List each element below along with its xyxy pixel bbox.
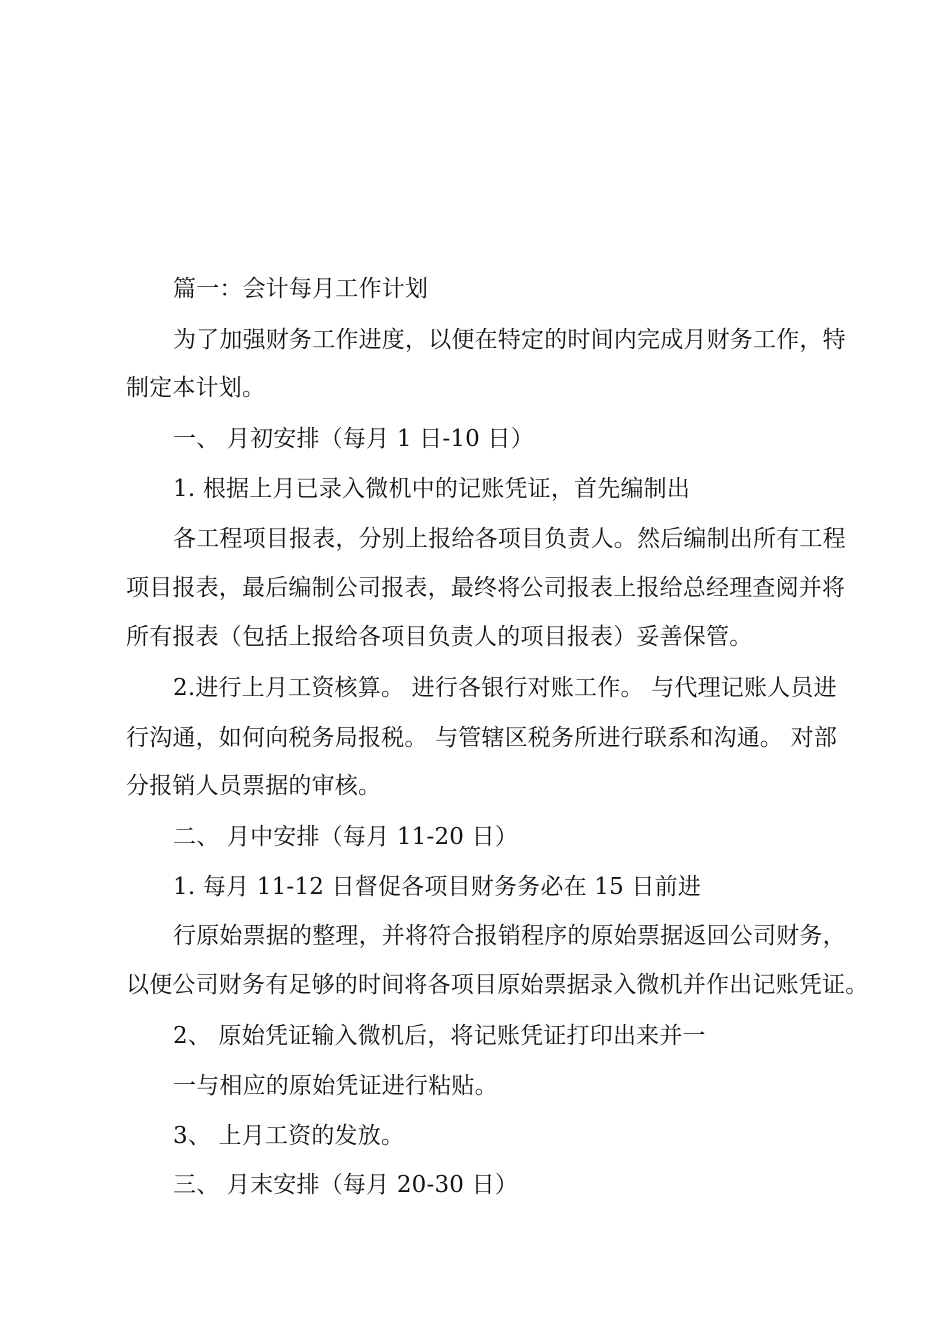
paragraph-line: 行原始票据的整理，并将符合报销程序的原始票据返回公司财务，	[173, 923, 846, 949]
paragraph-line: 行沟通，如何向税务局报税。 与管辖区税务所进行联系和沟通。 对部	[126, 725, 838, 751]
paragraph-line: 为了加强财务工作进度，以便在特定的时间内完成月财务工作，特	[173, 327, 846, 353]
list-item: 1. 根据上月已录入微机中的记账凭证，首先编制出	[173, 476, 691, 502]
paragraph-line: 以便公司财务有足够的时间将各项目原始票据录入微机并作出记账凭证。	[126, 972, 869, 998]
section-heading: 二、 月中安排（每月 11-20 日）	[173, 824, 519, 850]
document-title: 篇一：会计每月工作计划	[173, 276, 429, 302]
list-item: 2、 原始凭证输入微机后，将记账凭证打印出来并一	[173, 1023, 706, 1049]
paragraph-line: 项目报表，最后编制公司报表，最终将公司报表上报给总经理查阅并将	[126, 575, 846, 601]
section-heading: 三、 月末安排（每月 20-30 日）	[173, 1172, 519, 1198]
list-item: 1. 每月 11-12 日督促各项目财务务必在 15 日前进	[173, 874, 702, 900]
paragraph-line: 各工程项目报表，分别上报给各项目负责人。然后编制出所有工程	[173, 526, 846, 552]
list-item: 2.进行上月工资核算。 进行各银行对账工作。 与代理记账人员进	[173, 675, 837, 701]
paragraph-line: 一与相应的原始凭证进行粘贴。	[173, 1073, 498, 1099]
paragraph-line: 所有报表（包括上报给各项目负责人的项目报表）妥善保管。	[126, 624, 753, 650]
section-heading: 一、 月初安排（每月 1 日-10 日）	[173, 426, 534, 452]
paragraph-line: 分报销人员票据的审核。	[126, 773, 382, 799]
list-item: 3、 上月工资的发放。	[173, 1123, 405, 1149]
paragraph-line: 制定本计划。	[126, 375, 266, 401]
